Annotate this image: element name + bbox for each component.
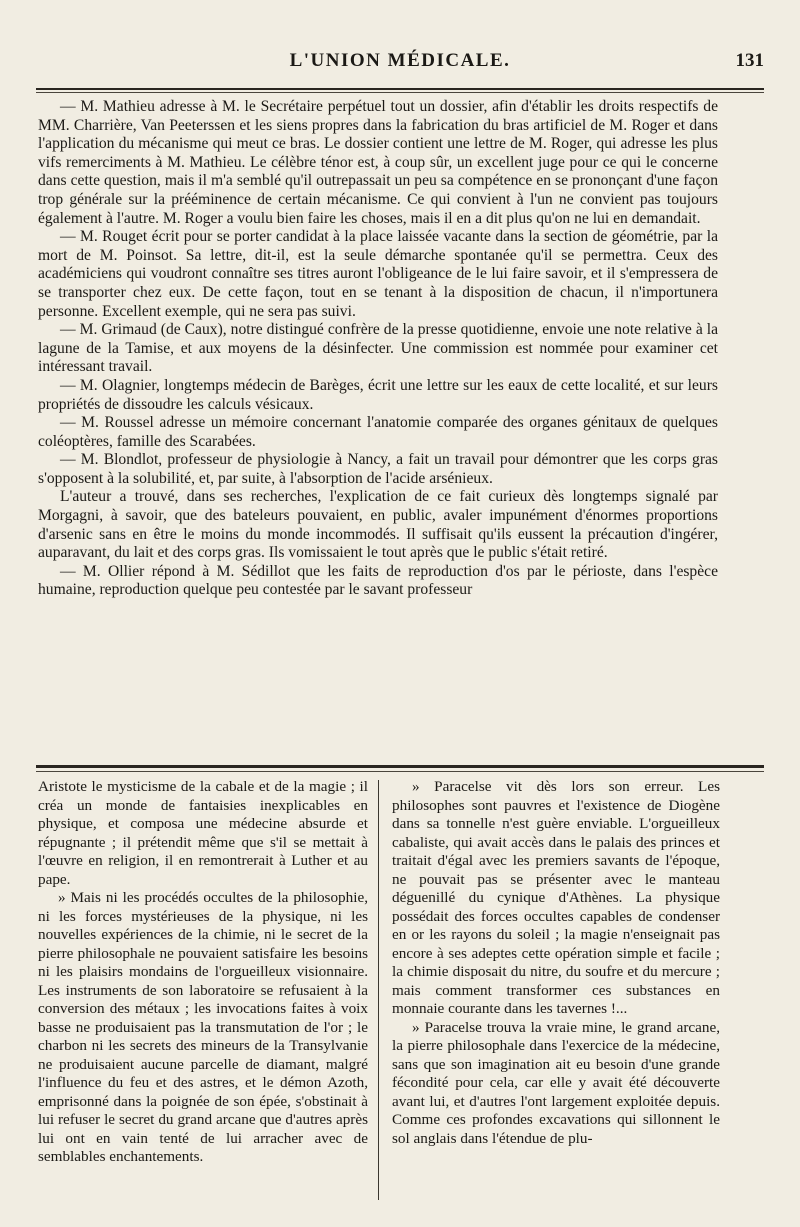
column-divider [378, 780, 379, 1200]
paragraph-mathieu: — M. Mathieu adresse à M. le Secrétaire perpétuel tout un dossier, afin d'établir les droits respectifs de MM. Charrière, Van Peeterssen et les siens propres dans la fabrication du bras artificiel de M. Roger et dans l'application du mécanisme qui meut ce bras. Le dossier contient une lettre de M. Roger, qui adresse les plus vifs remerciments à M. Mathieu. Le célèbre ténor est, à coup sûr, un excellent juge pour ce qui le concerne dans cette question, mais il m'a semblé qu'il outrepassait un peu sa compétence en se prononçant d'une façon trop générale sur la prééminence de certain mécanisme. Ce qui convient à l'un ne convient pas toujours également à l'autre. M. Roger a voulu bien faire les choses, mais il en a dit plus qu'on ne lui en demandait. [38, 98, 718, 227]
feuilleton-rule [36, 765, 764, 768]
paragraph-auteur: L'auteur a trouvé, dans ses recherches, l'explication de ce fait curieux dès longtemps signalé par Morgagni, à savoir, que des bateleurs pouvaient, en public, avaler impunément d'énormes proportions d'arsenic sans en être le moins du monde incommodés. Il suffisait qu'ils eussent la précaution d'ingérer, auparavant, du lait et des corps gras. Ils vomissaient le tout après que le public s'était retiré. [38, 488, 718, 562]
paragraph-rouget: — M. Rouget écrit pour se porter candidat à la place laissée vacante dans la section de géométrie, par la mort de M. Poinsot. Sa lettre, dit-il, est la seule démarche spontanée qu'il se permettra. Ceux des académiciens qui voudront connaître ses titres auront l'obligeance de le lui faire savoir, et il s'empressera de se transporter chez eux. De cette façon, tout en se tenant à la disposition de chacun, il n'importunera personne. Excellent exemple, qui ne sera pas suivi. [38, 228, 718, 320]
feuilleton-right-paragraph: » Paracelse trouva la vraie mine, le grand arcane, la pierre philosophale dans l'exercice de la médecine, sans que son imagination ait eu besoin d'une grande fécondité pour cela, car elle y avait été découverte avant lui, et d'autres l'ont largement exploitée depuis. Comme ces profondes excavations qui sillonnent le sol anglais dans l'étendue de plu- [392, 1018, 720, 1147]
feuilleton-right-paragraph: » Paracelse vit dès lors son erreur. Les philosophes sont pauvres et l'existence de Diogène dans sa tonnelle n'est guère enviable. L'orgueilleux cabaliste, qui avait accès dans le palais des princes et traitait d'égal avec les premiers savants de l'époque, ne pouvait pas se présenter avec le manteau déguenillé du cynique d'Athènes. La physique possédait des forces occultes capables de condenser en or les rayons du soleil ; la magie n'enseignait pas encore à ses adeptes cette opération simple et facile ; la chimie disposait du nitre, du soufre et du mercure ; mais comment transformer ces substances en monnaie courante dans les tavernes !... [392, 778, 720, 1017]
header-rule-thin [36, 92, 764, 93]
paragraph-roussel: — M. Roussel adresse un mémoire concernant l'anatomie comparée des organes génitaux de quelques coléoptères, famille des Scarabées. [38, 414, 718, 450]
paragraph-grimaud: — M. Grimaud (de Caux), notre distingué confrère de la presse quotidienne, envoie une note relative à la lagune de la Tamise, et aux moyens de la désinfecter. Une commission est nommée pour examiner cet intéressant travail. [38, 321, 718, 376]
paragraph-ollier: — M. Ollier répond à M. Sédillot que les faits de reproduction d'os par le périoste, dans l'espèce humaine, reproduction quelque peu contestée par le savant professeur [38, 562, 718, 599]
paragraph-blondlot: — M. Blondlot, professeur de physiologie à Nancy, a fait un travail pour démontrer que les corps gras s'opposent à la solubilité, et, par suite, à l'absorption de l'acide arsénieux. [38, 451, 718, 487]
journal-title: L'UNION MÉDICALE. [289, 50, 511, 71]
feuilleton-left-paragraph: » Mais ni les procédés occultes de la philosophie, ni les forces mystérieuses de la physique, ni les nouvelles expériences de la chimie, ni le secret de la pierre philosophale ne pouvaient satisfaire les besoins ni les plaisirs mondains de l'orgueilleux visionnaire. Les instruments de son laboratoire se refusaient à la conversion des métaux ; les invocations faites à voix basse ne produisaient pas la transmutation de l'or ; le charbon ni les secrets des mineurs de la Transylvanie ne produisaient aucune parcelle de diamant, malgré l'influence du feu et des astres, et le démon Azoth, emprisonné dans la poignée de son épée, s'obstinait à lui refuser le secret du grand arcane que d'autres après lui ont en vain tenté de lui arracher avec de semblables enchantements. [38, 889, 368, 1165]
feuilleton-right-column [392, 778, 720, 1148]
header-rule [36, 88, 764, 90]
paragraph-olagnier: — M. Olagnier, longtemps médecin de Barèges, écrit une lettre sur les eaux de cette localité, et sur leurs propriétés de dissoudre les calculs vésicaux. [38, 376, 718, 413]
feuilleton-left-column [38, 778, 368, 1167]
running-header [36, 50, 764, 78]
main-article [38, 98, 718, 600]
feuilleton-left-paragraph: Aristote le mysticisme de la cabale et de la magie ; il créa un monde de fantaisies inexplicables en physique, et composa une médecine absurde et répugnante ; il prétendit même que s'il se mettait à l'œuvre en religion, il en remontrerait à Luther et au pape. [38, 778, 368, 888]
feuilleton-rule-thin [36, 771, 764, 772]
page-number: 131 [735, 50, 764, 71]
